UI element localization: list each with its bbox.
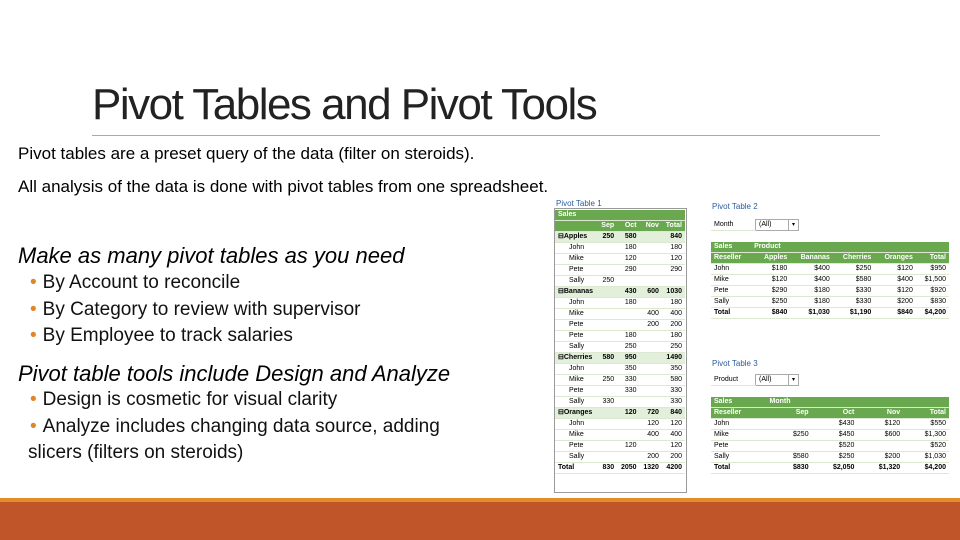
header-cell: Sep <box>767 408 812 419</box>
value-cell <box>598 342 618 353</box>
value-cell: $250 <box>812 452 858 463</box>
row-label-cell: Pete <box>555 386 598 397</box>
pivot-header-row <box>555 210 685 221</box>
value-cell: 400 <box>640 309 662 320</box>
total-cell: $830 <box>767 463 812 474</box>
filter-value[interactable]: (All) <box>756 375 789 386</box>
value-cell: 330 <box>662 386 685 397</box>
value-cell: $250 <box>833 264 875 275</box>
value-cell: 400 <box>662 430 685 441</box>
bullet-text: By Account to reconcile <box>42 272 241 293</box>
row-label-cell: Sally <box>555 342 598 353</box>
bullet-dot-icon: • <box>30 325 37 346</box>
value-cell: 840 <box>662 232 685 243</box>
table-row <box>555 408 685 419</box>
value-cell: 330 <box>662 397 685 408</box>
value-cell: 200 <box>640 452 662 463</box>
value-cell: $250 <box>767 430 812 441</box>
row-label-cell: John <box>555 243 598 254</box>
total-label-cell: Total <box>555 463 598 474</box>
value-cell <box>617 320 639 331</box>
value-cell: 350 <box>617 364 639 375</box>
value-cell: $250 <box>751 297 790 308</box>
bullet-item <box>30 299 361 321</box>
header-cell <box>598 210 618 221</box>
table-row <box>555 419 685 430</box>
filter-dropdown-icon[interactable]: ▾ <box>789 220 799 231</box>
header-cell: Reseller <box>711 253 751 264</box>
row-label-cell: ⊟Oranges <box>555 408 598 419</box>
heading-pivot-tables: Make as many pivot tables as you need <box>18 243 405 268</box>
row-label-cell: Pete <box>711 286 751 297</box>
value-cell <box>598 320 618 331</box>
value-cell: 120 <box>662 441 685 452</box>
table-row <box>555 397 685 408</box>
bullet-item <box>30 416 440 438</box>
row-label-cell: Mike <box>555 254 598 265</box>
table-row <box>711 430 949 441</box>
row-label-cell: John <box>555 419 598 430</box>
value-cell: $400 <box>790 264 832 275</box>
table-row <box>555 441 685 452</box>
value-cell: $400 <box>874 275 916 286</box>
pivot-header-row <box>711 408 949 419</box>
value-cell <box>617 430 639 441</box>
value-cell <box>767 419 812 430</box>
header-cell <box>790 242 832 253</box>
value-cell <box>857 441 903 452</box>
bullet-dot-icon: • <box>30 299 37 320</box>
pivot2-title: Pivot Table 2 <box>712 202 758 211</box>
header-cell <box>617 210 639 221</box>
total-cell: $2,050 <box>812 463 858 474</box>
row-label-cell: Pete <box>555 441 598 452</box>
pivot-table-2 <box>711 242 949 319</box>
row-label-cell: Pete <box>711 441 767 452</box>
value-cell: 120 <box>617 408 639 419</box>
value-cell: $1,500 <box>916 275 949 286</box>
table-row <box>555 342 685 353</box>
value-cell <box>640 375 662 386</box>
value-cell <box>598 419 618 430</box>
value-cell <box>598 298 618 309</box>
row-label-cell: John <box>555 364 598 375</box>
value-cell: 400 <box>662 309 685 320</box>
header-cell: Apples <box>751 253 790 264</box>
header-cell: Product <box>751 242 790 253</box>
value-cell <box>640 364 662 375</box>
row-label-cell: Mike <box>555 430 598 441</box>
value-cell: 120 <box>662 419 685 430</box>
value-cell: 580 <box>662 375 685 386</box>
value-cell: 600 <box>640 287 662 298</box>
value-cell: 250 <box>598 375 618 386</box>
slide-title: Pivot Tables and Pivot Tools <box>92 80 597 129</box>
value-cell: $580 <box>833 275 875 286</box>
value-cell: 330 <box>617 375 639 386</box>
bullet-continuation: slicers (filters on steroids) <box>28 442 244 463</box>
value-cell: 840 <box>662 408 685 419</box>
value-cell <box>640 265 662 276</box>
row-label-cell: Pete <box>555 320 598 331</box>
header-cell <box>662 210 685 221</box>
bullet-item <box>30 272 240 294</box>
bullet-text: By Employee to track salaries <box>42 325 293 346</box>
value-cell: 120 <box>617 441 639 452</box>
header-cell: Sales <box>555 210 598 221</box>
row-label-cell: Pete <box>555 331 598 342</box>
value-cell <box>598 452 618 463</box>
value-cell: $1,030 <box>903 452 949 463</box>
table-row <box>555 287 685 298</box>
value-cell <box>598 265 618 276</box>
intro-line-1: Pivot tables are a preset query of the data (filter on steroids). <box>18 144 475 163</box>
value-cell <box>617 419 639 430</box>
value-cell <box>640 353 662 364</box>
value-cell: $950 <box>916 264 949 275</box>
value-cell <box>598 287 618 298</box>
table-row <box>711 297 949 308</box>
row-label-cell: Mike <box>555 375 598 386</box>
table-row <box>711 275 949 286</box>
value-cell <box>598 386 618 397</box>
value-cell: 950 <box>617 353 639 364</box>
header-cell: Oct <box>812 408 858 419</box>
value-cell: 180 <box>662 243 685 254</box>
header-cell <box>857 397 903 408</box>
value-cell: 180 <box>617 298 639 309</box>
total-row <box>711 463 949 474</box>
value-cell: 180 <box>617 331 639 342</box>
value-cell: $120 <box>874 264 916 275</box>
header-cell: Sales <box>711 397 767 408</box>
header-cell: Total <box>916 253 949 264</box>
value-cell: $520 <box>812 441 858 452</box>
value-cell: $580 <box>767 452 812 463</box>
total-label-cell: Total <box>711 463 767 474</box>
value-cell <box>617 397 639 408</box>
intro-line-2: All analysis of the data is done with pivot tables from one spreadsheet. <box>18 177 549 196</box>
value-cell: 180 <box>617 243 639 254</box>
value-cell <box>640 232 662 243</box>
value-cell <box>640 298 662 309</box>
total-cell: $4,200 <box>903 463 949 474</box>
header-cell: Sales <box>711 242 751 253</box>
value-cell: 120 <box>662 254 685 265</box>
header-cell: Total <box>662 221 685 232</box>
pivot3-title: Pivot Table 3 <box>712 359 758 368</box>
value-cell: 250 <box>598 232 618 243</box>
total-cell: $1,320 <box>857 463 903 474</box>
value-cell: 290 <box>662 265 685 276</box>
value-cell: $330 <box>833 297 875 308</box>
value-cell <box>640 276 662 287</box>
value-cell: $600 <box>857 430 903 441</box>
table-row <box>555 364 685 375</box>
pivot3-filter <box>711 374 799 386</box>
value-cell: $1,300 <box>903 430 949 441</box>
total-label-cell: Total <box>711 308 751 319</box>
value-cell <box>617 276 639 287</box>
header-cell <box>833 242 875 253</box>
header-cell: Sep <box>598 221 618 232</box>
filter-value[interactable]: (All) <box>756 220 789 231</box>
table-row <box>555 386 685 397</box>
total-cell: $4,200 <box>916 308 949 319</box>
value-cell: $180 <box>751 264 790 275</box>
table-row <box>711 286 949 297</box>
value-cell: $430 <box>812 419 858 430</box>
value-cell: 580 <box>617 232 639 243</box>
value-cell: 1490 <box>662 353 685 364</box>
header-cell: Total <box>903 408 949 419</box>
value-cell: 120 <box>617 254 639 265</box>
value-cell: 290 <box>617 265 639 276</box>
value-cell: 250 <box>598 276 618 287</box>
table-row <box>555 353 685 364</box>
table-row <box>555 243 685 254</box>
header-cell <box>812 397 858 408</box>
value-cell: $450 <box>812 430 858 441</box>
bullet-text: Analyze includes changing data source, adding <box>42 416 440 437</box>
pivot-header-row <box>711 253 949 264</box>
value-cell <box>640 254 662 265</box>
row-label-cell: John <box>711 264 751 275</box>
header-cell: Bananas <box>790 253 832 264</box>
total-row <box>555 463 685 474</box>
pivot-table-1 <box>555 210 685 474</box>
pivot-header-row <box>555 221 685 232</box>
value-cell: $520 <box>903 441 949 452</box>
table-row <box>555 320 685 331</box>
header-cell <box>555 221 598 232</box>
value-cell: 1030 <box>662 287 685 298</box>
table-row <box>711 264 949 275</box>
header-cell: Cherries <box>833 253 875 264</box>
value-cell <box>640 397 662 408</box>
value-cell: 120 <box>640 419 662 430</box>
row-label-cell: ⊟Apples <box>555 232 598 243</box>
value-cell: 400 <box>640 430 662 441</box>
value-cell <box>598 441 618 452</box>
value-cell: $550 <box>903 419 949 430</box>
value-cell <box>640 331 662 342</box>
title-rule <box>92 135 880 136</box>
pivot-header-row <box>711 397 949 408</box>
value-cell: 330 <box>598 397 618 408</box>
row-label-cell: Sally <box>555 452 598 463</box>
filter-label: Product <box>711 375 756 386</box>
value-cell: 200 <box>640 320 662 331</box>
total-cell: $840 <box>751 308 790 319</box>
total-cell: 2050 <box>617 463 639 474</box>
table-row <box>711 441 949 452</box>
total-cell: $840 <box>874 308 916 319</box>
value-cell: 180 <box>662 331 685 342</box>
value-cell <box>598 408 618 419</box>
heading-pivot-tools: Pivot table tools include Design and Analyze <box>18 361 451 386</box>
value-cell: $180 <box>790 297 832 308</box>
row-label-cell: Sally <box>711 452 767 463</box>
total-row <box>711 308 949 319</box>
filter-dropdown-icon[interactable]: ▾ <box>789 375 799 386</box>
row-label-cell: Sally <box>555 276 598 287</box>
value-cell: $330 <box>833 286 875 297</box>
table-row <box>555 265 685 276</box>
bullet-text: Design is cosmetic for visual clarity <box>42 389 338 410</box>
value-cell: 330 <box>617 386 639 397</box>
table-row <box>555 309 685 320</box>
table-row <box>711 452 949 463</box>
value-cell <box>617 452 639 463</box>
row-label-cell: ⊟Cherries <box>555 353 598 364</box>
bullet-item <box>30 389 337 411</box>
header-cell: Nov <box>640 221 662 232</box>
table-row <box>555 298 685 309</box>
row-label-cell: Sally <box>555 397 598 408</box>
value-cell: 180 <box>662 298 685 309</box>
value-cell: 200 <box>662 452 685 463</box>
bullet-dot-icon: • <box>30 272 37 293</box>
value-cell: $830 <box>916 297 949 308</box>
value-cell: 250 <box>617 342 639 353</box>
header-cell <box>903 397 949 408</box>
filter-label: Month <box>711 220 756 231</box>
value-cell: 580 <box>598 353 618 364</box>
total-cell: 830 <box>598 463 618 474</box>
value-cell: 250 <box>662 342 685 353</box>
value-cell <box>640 386 662 397</box>
table-row <box>555 452 685 463</box>
row-label-cell: Sally <box>711 297 751 308</box>
table-row <box>555 430 685 441</box>
value-cell: $120 <box>857 419 903 430</box>
value-cell: 430 <box>617 287 639 298</box>
value-cell: $290 <box>751 286 790 297</box>
value-cell <box>640 243 662 254</box>
header-cell: Oct <box>617 221 639 232</box>
row-label-cell: ⊟Bananas <box>555 287 598 298</box>
table-row <box>555 276 685 287</box>
value-cell <box>598 254 618 265</box>
value-cell <box>598 331 618 342</box>
table-row <box>555 331 685 342</box>
header-cell: Month <box>767 397 812 408</box>
value-cell: 350 <box>662 364 685 375</box>
row-label-cell: John <box>555 298 598 309</box>
value-cell: $120 <box>874 286 916 297</box>
value-cell <box>640 342 662 353</box>
table-row <box>555 254 685 265</box>
total-cell: 1320 <box>640 463 662 474</box>
pivot-table-3 <box>711 397 949 474</box>
value-cell: $920 <box>916 286 949 297</box>
header-cell <box>916 242 949 253</box>
row-label-cell: Mike <box>711 430 767 441</box>
value-cell <box>767 441 812 452</box>
value-cell: $200 <box>874 297 916 308</box>
table-row <box>555 232 685 243</box>
footer-band <box>0 502 960 540</box>
total-cell: $1,190 <box>833 308 875 319</box>
table-row <box>711 419 949 430</box>
row-label-cell: Pete <box>555 265 598 276</box>
header-cell: Nov <box>857 408 903 419</box>
pivot1-title: Pivot Table 1 <box>556 199 602 208</box>
bullet-dot-icon: • <box>30 416 37 437</box>
header-cell <box>640 210 662 221</box>
total-cell: 4200 <box>662 463 685 474</box>
value-cell <box>662 276 685 287</box>
header-cell: Oranges <box>874 253 916 264</box>
table-row <box>555 375 685 386</box>
value-cell: $180 <box>790 286 832 297</box>
value-cell: 720 <box>640 408 662 419</box>
value-cell <box>598 430 618 441</box>
header-cell <box>874 242 916 253</box>
value-cell <box>617 309 639 320</box>
value-cell: 200 <box>662 320 685 331</box>
pivot2-filter <box>711 219 799 231</box>
total-cell: $1,030 <box>790 308 832 319</box>
value-cell <box>598 364 618 375</box>
row-label-cell: Mike <box>711 275 751 286</box>
header-cell: Reseller <box>711 408 767 419</box>
bullet-item <box>30 325 293 347</box>
row-label-cell: Mike <box>555 309 598 320</box>
value-cell: $200 <box>857 452 903 463</box>
pivot-header-row <box>711 242 949 253</box>
value-cell: $120 <box>751 275 790 286</box>
value-cell <box>598 243 618 254</box>
bullet-dot-icon: • <box>30 389 37 410</box>
value-cell: $400 <box>790 275 832 286</box>
value-cell <box>640 441 662 452</box>
row-label-cell: John <box>711 419 767 430</box>
bullet-text: By Category to review with supervisor <box>42 299 361 320</box>
value-cell <box>598 309 618 320</box>
